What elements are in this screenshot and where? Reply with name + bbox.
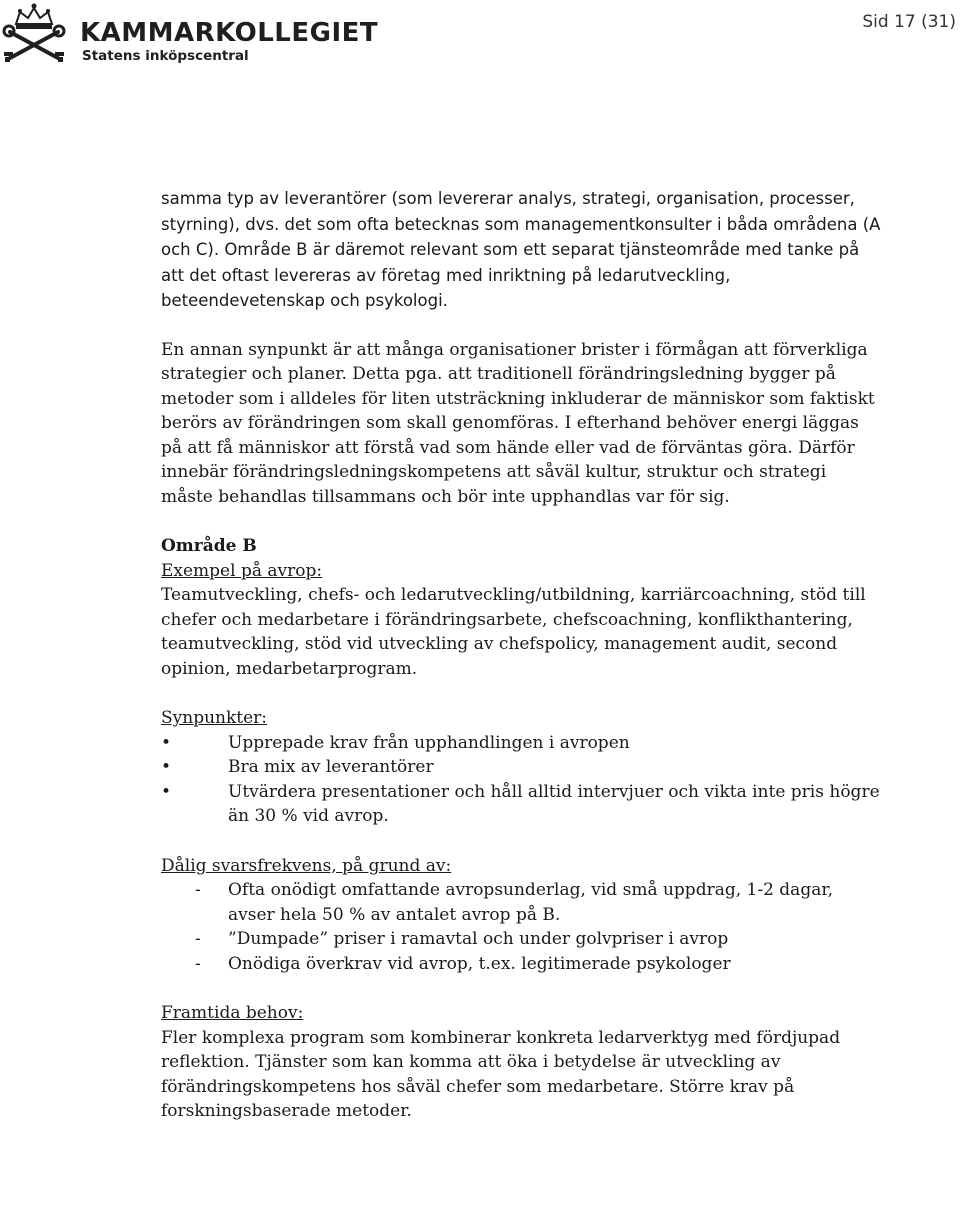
list-item-text: Ofta onödigt omfattande avropsunderlag, vid små uppdrag, 1-2 dagar, avser hela 50 % av antalet avrop på B. xyxy=(228,880,834,925)
section-title: Område B xyxy=(161,536,257,556)
bullet-icon: • xyxy=(161,732,172,753)
framtida-heading: Framtida behov: xyxy=(161,1003,304,1023)
list-item xyxy=(161,952,881,977)
svarsfrekvens-list xyxy=(161,878,881,976)
list-item-text: Onödiga överkrav vid avrop, t.ex. legitimerade psykologer xyxy=(228,953,731,974)
page-number: Sid 17 (31) xyxy=(862,12,956,32)
paragraph-change-management: En annan synpunkt är att många organisationer brister i förmågan att förverkliga strategier och planer. Detta pga. att traditionell förändringsledning bygger på metoder som i alldeles för liten utsträckning inkluderar de människor som faktiskt berörs av förändringen som skall genomföras. I efterhand behöver energi läggas på att få människor att förstå vad som hände eller vad de förväntas göra. Därför innebär förändringsledningskompetens att såväl kultur, struktur och strategi måste behandlas tillsammans och bör inte upphandlas var för sig. xyxy=(161,339,875,507)
dash-icon: - xyxy=(195,953,201,974)
page-header xyxy=(0,0,960,80)
list-item-text: ”Dumpade” priser i ramavtal och under golvpriser i avrop xyxy=(228,929,729,949)
list-item xyxy=(161,878,881,927)
crown-crossed-keys-icon xyxy=(2,2,92,68)
framtida-section xyxy=(161,1001,881,1124)
synpunkter-section xyxy=(161,706,881,829)
examples-text: Teamutveckling, chefs- och ledarutveckling/utbildning, karriärcoachning, stöd till chefer och medarbetare i förändringsarbete, chefscoachning, konflikthantering, teamutveckling, stöd vid utveckling av chefspolicy, management audit, second opinion, medarbetarprogram. xyxy=(161,585,866,679)
bullet-icon: • xyxy=(161,757,172,777)
bullet-icon: • xyxy=(161,781,172,802)
synpunkter-list xyxy=(161,731,881,829)
section-area-b xyxy=(161,534,881,681)
list-item xyxy=(161,755,881,780)
list-item xyxy=(161,731,881,756)
svarsfrekvens-section xyxy=(161,854,881,977)
synpunkter-heading: Synpunkter: xyxy=(161,708,268,728)
document-body xyxy=(161,186,881,1124)
list-item-text: Utvärdera presentationer och håll alltid intervjuer och vikta inte pris högre än 30 % vid avrop. xyxy=(228,781,880,826)
brand-subtitle: Statens inköpscentral xyxy=(82,48,249,64)
svarsfrekvens-heading: Dålig svarsfrekvens, på grund av: xyxy=(161,855,452,876)
list-item xyxy=(161,780,881,829)
list-item-text: Upprepade krav från upphandlingen i avropen xyxy=(228,732,630,753)
dash-icon: - xyxy=(195,880,201,900)
examples-heading: Exempel på avrop: xyxy=(161,560,323,581)
list-item xyxy=(161,927,881,952)
dash-icon: - xyxy=(195,929,201,949)
intro-paragraph: samma typ av leverantörer (som levererar analys, strategi, organisation, processer, styrning), dvs. det som ofta betecknas som managementkonsulter i båda områdena (A och C). Område B är däremot relevant som ett separat tjänsteområde med tanke på att det oftast levereras av företag med inriktning på ledarutveckling, beteendevetenskap och psykologi. xyxy=(161,189,881,310)
framtida-text: Fler komplexa program som kombinerar konkreta ledarverktyg med fördjupad reflektion. Tjänster som kan komma att öka i betydelse är utveckling av förändringskompetens hos såväl chefer som medarbetare. Större krav på forskningsbaserade metoder. xyxy=(161,1027,841,1121)
list-item-text: Bra mix av leverantörer xyxy=(228,757,434,777)
brand-name: KAMMARKOLLEGIET xyxy=(80,18,379,48)
